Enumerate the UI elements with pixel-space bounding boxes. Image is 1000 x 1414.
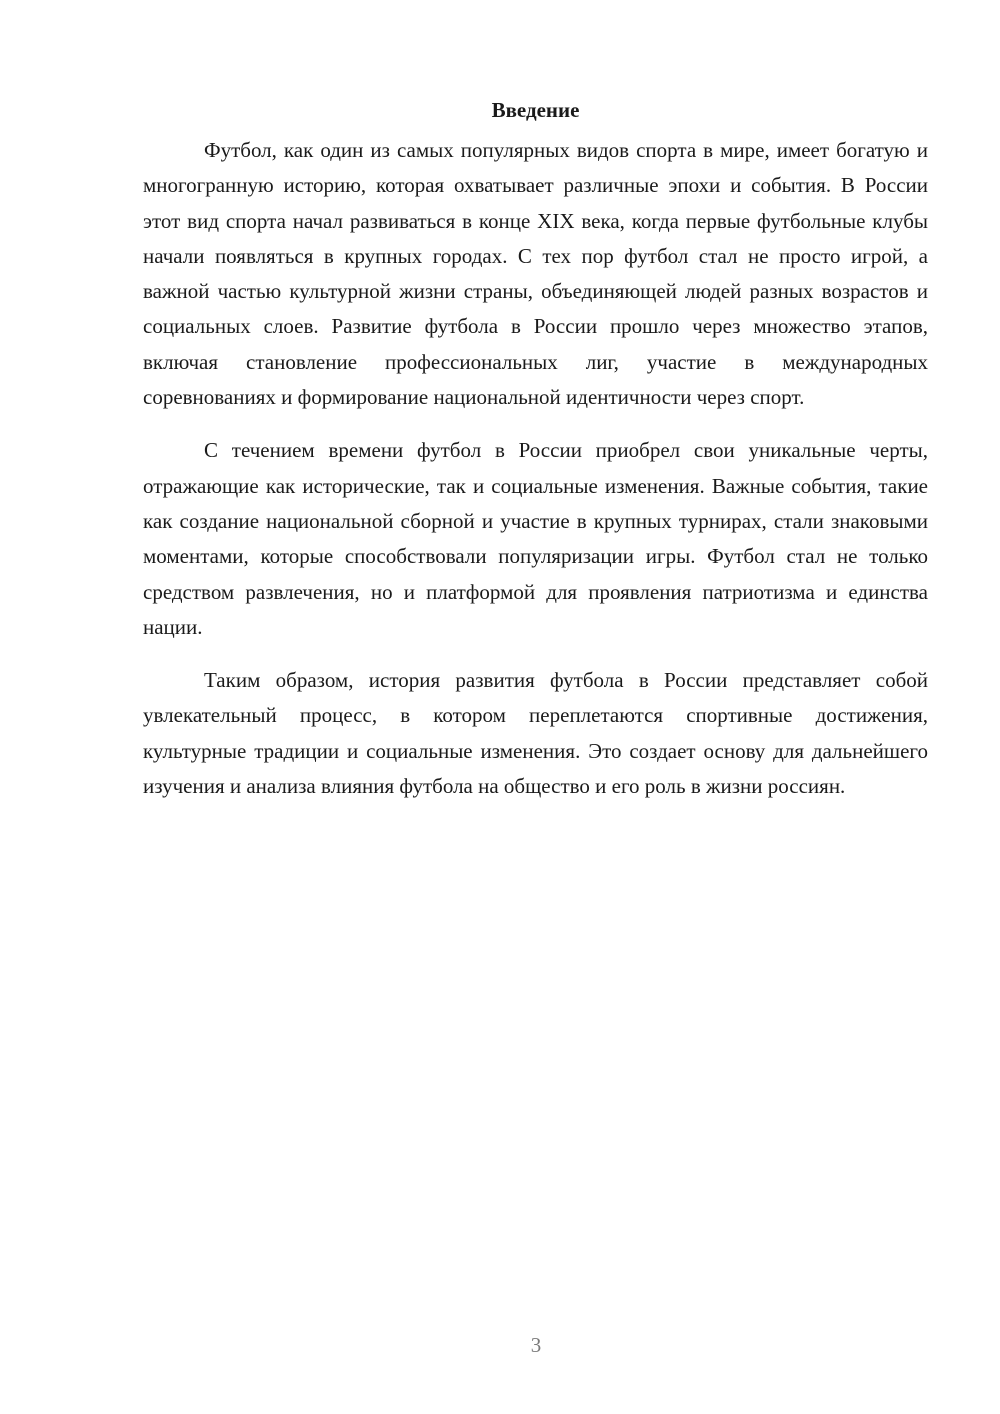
page-content <box>143 95 928 822</box>
page-number: 3 <box>530 1333 542 1357</box>
paragraph-2: С течением времени футбол в России приобрел свои уникальные черты, отражающие как исторические, так и социальные изменения. Важные события, такие как создание национальной сборной и участие в крупных турнирах, стали знаковыми моментами, которые способствовали популяризации игры. Футбол стал не только средством развлечения, но и платформой для проявления патриотизма и единства нации. <box>143 438 928 639</box>
paragraph-3: Таким образом, история развития футбола в России представляет собой увлекательный процесс, в котором переплетаются спортивные достижения, культурные традиции и социальные изменения. Это создает основу для дальнейшего изучения и анализа влияния футбола на общество и его роль в жизни россиян. <box>143 668 928 799</box>
paragraph-1: Футбол, как один из самых популярных видов спорта в мире, имеет богатую и многогранную историю, которая охватывает различные эпохи и события. В России этот вид спорта начал развиваться в конце XIX века, когда первые футбольные клубы начали появляться в крупных городах. С тех пор футбол стал не просто игрой, а важной частью культурной жизни страны, объединяющей людей разных возрастов и социальных слоев. Развитие футбола в России прошло через множество этапов, включая становление профессиональных лиг, участие в международных соревнованиях и формирование национальной идентичности через спорт. <box>143 138 928 410</box>
section-heading: Введение <box>491 98 580 122</box>
